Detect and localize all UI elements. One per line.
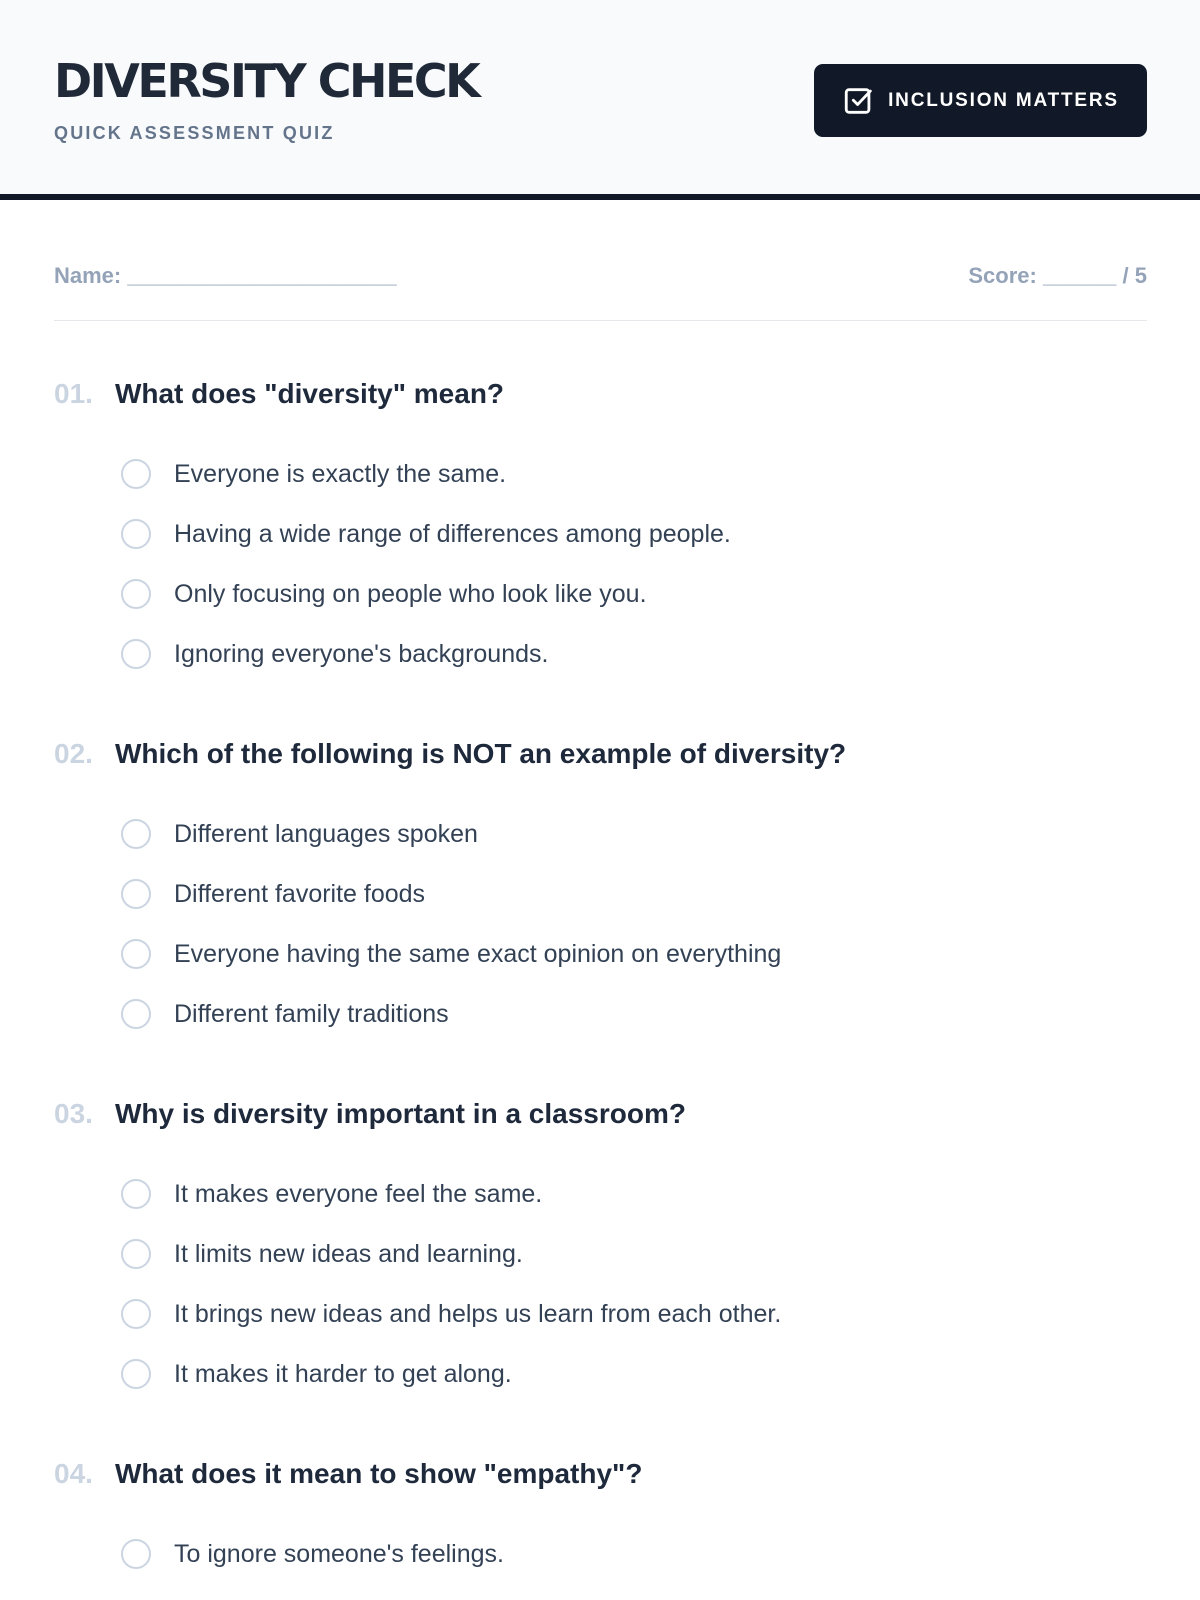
option-label: Ignoring everyone's backgrounds.	[174, 639, 549, 668]
option-label: Having a wide range of differences among people.	[174, 519, 731, 548]
option-label: It limits new ideas and learning.	[174, 1239, 523, 1268]
radio-button[interactable]	[121, 519, 151, 549]
question-text: Which of the following is NOT an example of diversity?	[114, 738, 847, 769]
radio-button[interactable]	[121, 999, 151, 1029]
radio-button[interactable]	[121, 819, 151, 849]
option-label: Everyone having the same exact opinion on everything	[174, 939, 782, 968]
answer-option[interactable]	[54, 1164, 1154, 1224]
question-number: 02.	[54, 738, 93, 769]
question-2	[54, 738, 1154, 1044]
option-label: Only focusing on people who look like you.	[174, 579, 647, 608]
question-number: 03.	[54, 1098, 93, 1129]
option-label: It makes it harder to get along.	[174, 1359, 512, 1388]
answer-option[interactable]	[54, 504, 1154, 564]
answer-option[interactable]	[54, 1284, 1154, 1344]
question-3	[54, 1098, 1154, 1404]
checkbox-icon	[842, 84, 876, 118]
answer-option[interactable]	[54, 1224, 1154, 1284]
option-label: To ignore someone's feelings.	[174, 1539, 504, 1568]
radio-button[interactable]	[121, 1179, 151, 1209]
option-label: It brings new ideas and helps us learn from each other.	[174, 1299, 782, 1328]
radio-button[interactable]	[121, 639, 151, 669]
answer-option[interactable]	[54, 984, 1154, 1044]
radio-button[interactable]	[121, 1539, 151, 1569]
question-number: 01.	[54, 378, 93, 409]
radio-button[interactable]	[121, 459, 151, 489]
inclusion-badge	[814, 64, 1147, 137]
option-label: Everyone is exactly the same.	[174, 459, 507, 488]
option-label: Different favorite foods	[174, 879, 426, 908]
option-label: It makes everyone feel the same.	[174, 1179, 543, 1208]
badge-label: INCLUSION MATTERS	[888, 89, 1119, 111]
answer-option[interactable]	[54, 1524, 1154, 1584]
question-text: Why is diversity important in a classroom?	[114, 1098, 686, 1129]
radio-button[interactable]	[121, 939, 151, 969]
score-label: Score:	[968, 263, 1037, 288]
divider	[54, 320, 1147, 321]
answer-option[interactable]	[54, 804, 1154, 864]
question-text: What does it mean to show "empathy"?	[114, 1458, 643, 1489]
radio-button[interactable]	[121, 1299, 151, 1329]
answer-option[interactable]	[54, 1344, 1154, 1404]
answer-option[interactable]	[54, 564, 1154, 624]
page-subtitle: QUICK ASSESSMENT QUIZ	[54, 123, 335, 143]
option-label: Different family traditions	[174, 999, 449, 1028]
name-field[interactable]	[54, 263, 397, 289]
question-1	[54, 378, 1154, 684]
score-total: / 5	[1122, 263, 1147, 288]
radio-button[interactable]	[121, 879, 151, 909]
question-text: What does "diversity" mean?	[114, 378, 505, 409]
quiz-header	[0, 0, 1200, 200]
page-title: DIVERSITY CHECK	[54, 54, 479, 108]
name-blank[interactable]: ______________________	[127, 263, 397, 288]
answer-option[interactable]	[54, 864, 1154, 924]
question-number: 04.	[54, 1458, 93, 1489]
answer-option[interactable]	[54, 444, 1154, 504]
question-4	[54, 1458, 1154, 1584]
radio-button[interactable]	[121, 1239, 151, 1269]
score-blank[interactable]: ______	[1042, 263, 1117, 288]
radio-button[interactable]	[121, 1359, 151, 1389]
score-field	[968, 263, 1147, 289]
answer-option[interactable]	[54, 924, 1154, 984]
option-label: Different languages spoken	[174, 819, 478, 848]
name-label: Name:	[54, 263, 122, 288]
answer-option[interactable]	[54, 624, 1154, 684]
radio-button[interactable]	[121, 579, 151, 609]
